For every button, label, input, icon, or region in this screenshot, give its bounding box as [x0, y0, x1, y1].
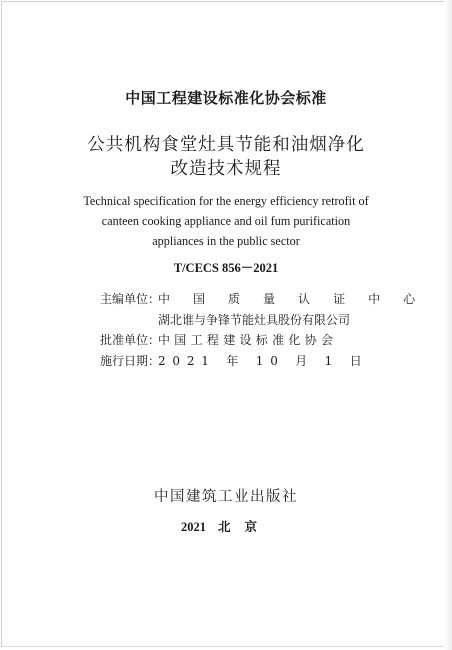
standard-number: T/CECS 856－2021	[173, 261, 279, 275]
chief-editor-unit-1: 中 国 质 量 认 证 中 心	[158, 292, 425, 306]
publication-year-place	[0, 517, 452, 535]
title-english-line-2: canteen cooking appliance and oil fum purification	[101, 214, 351, 228]
title-chinese-line-1: 公共机构食堂灶具节能和油烟净化	[87, 135, 365, 155]
approver-row	[100, 330, 425, 351]
chief-editor-row-2	[100, 310, 425, 331]
title-english	[0, 191, 452, 251]
chief-editor-unit-2: 湖北谁与争锋节能灶具股份有限公司	[158, 312, 351, 327]
publication-place: 北京	[217, 520, 271, 534]
effective-date-label: 施行日期：	[100, 353, 161, 368]
association-standard-heading: 中国工程建设标准化协会标准	[125, 89, 327, 107]
title-english-line-1: Technical specification for the energy efficiency retrofit of	[83, 194, 369, 208]
effective-date: 2021 年 10 月 1 日	[158, 353, 369, 368]
effective-date-row	[100, 351, 425, 372]
label-spacer	[100, 310, 158, 331]
chief-editor-row	[100, 289, 425, 310]
title-chinese-line-2: 改造技术规程	[170, 159, 282, 179]
publication-year: 2021	[180, 520, 206, 534]
chief-editor-label: 主编单位：	[100, 292, 161, 306]
standard-info-block	[100, 289, 425, 371]
approver-unit: 中国工程建设标准化协会	[158, 333, 338, 347]
title-english-line-3: appliances in the public sector	[152, 234, 300, 248]
approver-label: 批准单位：	[100, 333, 161, 347]
publisher-name: 中国建筑工业出版社	[154, 489, 298, 505]
